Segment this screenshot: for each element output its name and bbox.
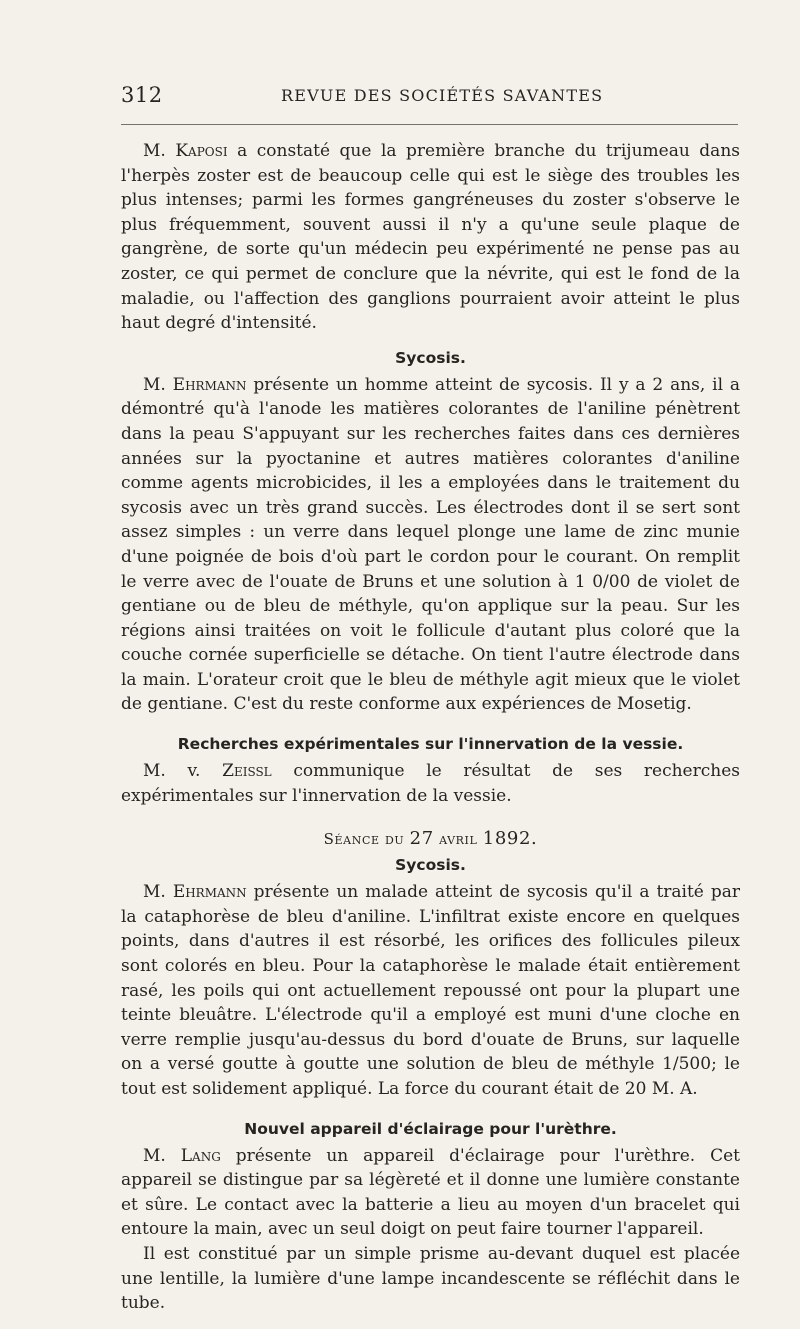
section-heading-urethre: Nouvel appareil d'éclairage pour l'urèthre. [244, 1119, 617, 1138]
seance-month: avril [439, 830, 478, 849]
paragraph-ehrmann-2 [121, 880, 740, 1101]
author-name: Kaposi [175, 141, 228, 161]
author-title: M. [143, 141, 176, 161]
seance-year: 1892. [482, 828, 538, 850]
page-body [121, 139, 740, 1316]
seance-day: 27 [409, 828, 434, 850]
paragraph-lang-2: Il est constitué par un simple prisme au-devant duquel est placée une lentille, la lumière d'une lampe incandescente se réfléchit dans le tube. [121, 1243, 740, 1314]
author-title: M. [143, 882, 173, 903]
author-name: Ehrmann [172, 882, 247, 903]
author-name: Zeissl [222, 761, 272, 782]
author-title: M. v. [143, 761, 223, 782]
paragraph-ehrmann-1 [121, 373, 740, 717]
author-title: M. [143, 374, 173, 395]
paragraph-text: présente un malade atteint de sycosis qu'il a traité par la cataphorèse de bleu d'aniline. L'infiltrat existe encore en quelques points, dans d'autres il est résorbé, les orifices des follicules pileux sont colorés en bleu. Pour la cataphorèse le malade était entièrement rasé, les poils qui ont actuellement repoussé ont pour la plupart une teinte bleuâtre. L'électrode qu'il a employé est muni d'une cloche en verre remplie jusqu'au-dessus du bord d'ouate de Bruns, sur laquelle on a versé goutte à goutte une solution de bleu de méthyle 1/500; le tout est solidement appliqué. La force du courant était de 20 M. A. [121, 882, 740, 1099]
paragraph-text: communique le résultat de ses recherches expérimentales sur l'innervation de la vessie. [121, 761, 741, 806]
author-name: Lang [180, 1145, 221, 1166]
section-heading-sycosis: Sycosis. [395, 348, 466, 367]
seance-label: Séance du [323, 830, 405, 849]
header-rule [121, 124, 738, 125]
paragraph-text: a constaté que la première branche du trijumeau dans l'herpès zoster est de beaucoup celle qui est le siège des troubles les plus intenses; parmi les formes gangréneuses du zoster s'observe le plus fréquemment, souvent aussi il n'y a qu'une seule plaque de gangrène, de sorte qu'un médecin peu expérimenté ne pense pas au zoster, ce qui permet de conclure que la névrite, qui est le fond de la maladie, ou l'affection des ganglions pourraient avoir atteint le plus haut degré d'intensité. [121, 141, 740, 334]
author-name: Ehrmann [172, 374, 247, 395]
paragraph-lang [121, 1144, 740, 1242]
section-heading-vessie: Recherches expérimentales sur l'innervation de la vessie. [177, 735, 684, 754]
section-heading-sycosis-2: Sycosis. [395, 856, 466, 875]
paragraph-kaposi [121, 139, 740, 336]
page-number: 312 [121, 83, 163, 107]
seance-heading [121, 828, 740, 850]
paragraph-zeissl [121, 759, 740, 808]
page-header [121, 83, 738, 113]
paragraph-text: présente un appareil d'éclairage pour l'urèthre. Cet appareil se distingue par sa légèreté et il donne une lumière constante et sûre. Le contact avec la batterie a lieu au moyen d'un bracelet qui entoure la main, avec un seul doigt on peut faire tourner l'appareil. [121, 1145, 740, 1240]
paragraph-text: présente un homme atteint de sycosis. Il y a 2 ans, il a démontré qu'à l'anode les matières colorantes de l'aniline pénètrent dans la peau S'appuyant sur les recherches faites dans ces dernières années sur la pyoctanine et autres matières colorantes d'aniline comme agents microbicides, il les a employées dans le traitement du sycosis avec un très grand succès. Les électrodes dont il se sert sont assez simples : un verre dans lequel plonge une lame de zinc munie d'une poignée de bois d'où part le cordon pour le courant. On remplit le verre avec de l'ouate de Bruns et une solution à 1 0/00 de violet de gentiane ou de bleu de méthyle, qu'on applique sur la peau. Sur les régions ainsi traitées on voit le follicule d'autant plus coloré que la couche cornée superficielle se détache. On tient l'autre électrode dans la main. L'orateur croit que le bleu de méthyle agit mieux que le violet de gentiane. C'est du reste conforme aux expériences de Mosetig. [121, 374, 740, 715]
running-title: REVUE DES SOCIÉTÉS SAVANTES [281, 86, 604, 105]
author-title: M. [143, 1145, 181, 1166]
